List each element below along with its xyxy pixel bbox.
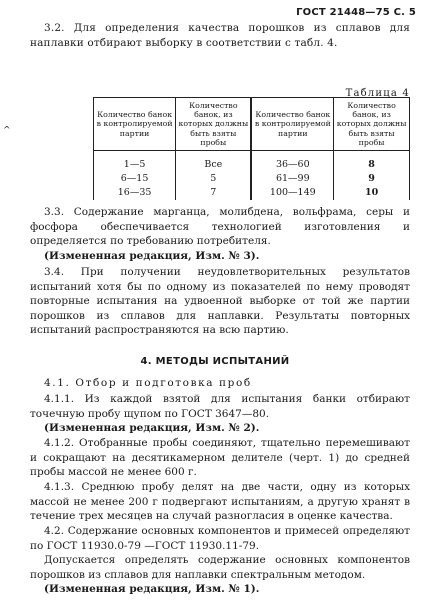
paragraph-3-3: 3.3. Содержание марганца, молибдена, вольфрама, серы и фосфора обеспечивается технологией изготовления и определяется по требованию потребителя. <box>30 206 410 248</box>
table-cell: 16—35 <box>94 186 176 200</box>
table-row <box>94 172 410 186</box>
table-cell: 100—149 <box>251 186 333 200</box>
table-header-cell: Количество банок, из которых должны быть взяты пробы <box>176 98 252 151</box>
table-cell: 6—15 <box>94 172 176 186</box>
paragraph-4-1-1: 4.1.1. Из каждой взятой для испытания банки отбирают точечную пробу щупом по ГОСТ 3647—80. <box>30 393 410 420</box>
table-cell: 5 <box>176 172 252 186</box>
table-header-cell: Количество банок в контролируемой партии <box>251 98 333 151</box>
revision-note: (Измененная редакция, Изм. № 3). <box>44 250 260 262</box>
table-header-cell: Количество банок в контролируемой партии <box>94 98 176 151</box>
paragraph-4-2-b: Допускается определять содержание основных компонентов порошков из сплавов для наплавки спектральным методом. <box>30 554 410 581</box>
table-row <box>94 151 410 173</box>
table-header-row <box>94 98 410 151</box>
table-cell: 36—60 <box>251 151 333 173</box>
table-caption: Таблица 4 <box>345 88 410 99</box>
table-cell: 1—5 <box>94 151 176 173</box>
table-cell: Все <box>176 151 252 173</box>
paragraph-4-2: 4.2. Содержание основных компонентов и примесей определяют по ГОСТ 11930.0-79 —ГОСТ 11930.11-79. <box>30 525 410 552</box>
table-cell: 8 <box>334 151 410 173</box>
table-row <box>94 186 410 200</box>
paragraph-4-1-2: 4.1.2. Отобранные пробы соединяют, тщательно перемешивают и сокращают на десятикамерном делителе (черт. 1) до средней пробы массой не менее 600 г. <box>30 437 410 479</box>
paragraph-3-4: 3.4. При получении неудовлетворительных результатов испытаний хотя бы по одному из показателей по нему проводят повторные испытания на удвоенной выборке от той же партии порошков из сплавов для наплавки. Результаты повторных испытаний распространяются на всю партию. <box>30 266 410 337</box>
table-header-cell: Количество банок, из которых должны быть взяты пробы <box>334 98 410 151</box>
table-cell: 9 <box>334 172 410 186</box>
table-cell: 10 <box>334 186 410 200</box>
margin-mark: ^ <box>3 126 11 136</box>
section-heading: 4. МЕТОДЫ ИСПЫТАНИЙ <box>140 356 290 367</box>
paragraph-3-2: 3.2. Для определения качества порошков из сплавов для наплавки отбирают выборку в соответствии с табл. 4. <box>30 22 410 49</box>
paragraph-4-1-3: 4.1.3. Среднюю пробу делят на две части, одну из которых массой не менее 200 г подвергают испытаниям, а другую хранят в течение трех месяцев на случай разногласия в оценке качества. <box>30 481 410 523</box>
table-cell: 61—99 <box>251 172 333 186</box>
revision-note: (Измененная редакция, Изм. № 2). <box>44 422 260 434</box>
subsection-4-1: 4.1. Отбор и подготовка проб <box>44 377 252 389</box>
page-header: ГОСТ 21448—75 С. 5 <box>296 7 416 18</box>
revision-note: (Измененная редакция, Изм. № 1). <box>44 583 260 595</box>
sampling-table <box>93 97 410 200</box>
table-cell: 7 <box>176 186 252 200</box>
